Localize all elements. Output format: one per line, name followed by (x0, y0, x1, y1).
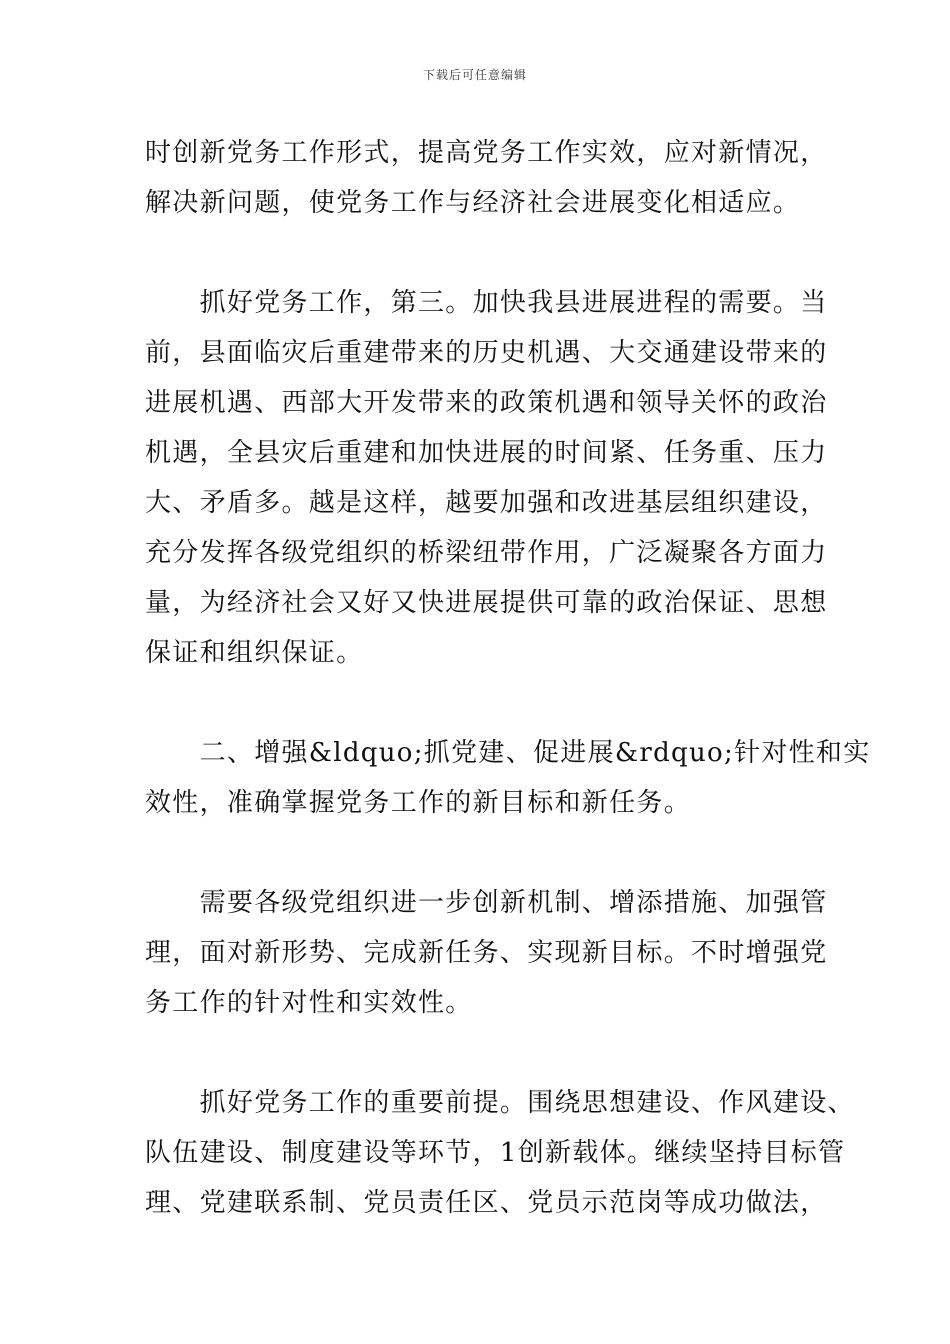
text-line: 抓好党务工作，第三。加快我县进展进程的需要。当 (145, 288, 828, 318)
document-body (145, 128, 871, 1228)
text-line: 需要各级党组织进一步创新机制、增添措施、加强管 (145, 888, 828, 918)
paragraph-4 (145, 878, 828, 1028)
text-line: 效性，准确掌握党务工作的新目标和新任务。 (145, 788, 692, 818)
text-line: 二、增强&ldquo;抓党建、促进展&rdquo;针对性和实 (145, 738, 871, 768)
text-line: 务工作的针对性和实效性。 (145, 988, 473, 1018)
text-line: 量，为经济社会又好又快进展提供可靠的政治保证、思想 (145, 588, 828, 618)
text-line: 理，面对新形势、完成新任务、实现新目标。不时增强党 (145, 938, 828, 968)
text-line: 抓好党务工作的重要前提。围绕思想建设、作风建设、 (145, 1088, 855, 1118)
page-header-note: 下载后可任意编辑 (422, 68, 527, 82)
paragraph-5 (145, 1078, 855, 1228)
text-line: 队伍建设、制度建设等环节，1创新载体。继续坚持目标管 (145, 1138, 846, 1168)
text-line: 充分发挥各级党组织的桥梁纽带作用，广泛凝聚各方面力 (145, 538, 828, 568)
text-line: 进展机遇、西部大开发带来的政策机遇和领导关怀的政治 (145, 388, 828, 418)
text-line: 时创新党务工作形式，提高党务工作实效，应对新情况， (145, 138, 828, 168)
paragraph-2 (145, 278, 828, 678)
paragraph-3 (145, 728, 871, 828)
paragraph-1 (145, 128, 828, 228)
text-line: 理、党建联系制、党员责任区、党员示范岗等成功做法， (145, 1188, 828, 1218)
text-line: 保证和组织保证。 (145, 638, 364, 668)
text-line: 机遇，全县灾后重建和加快进展的时间紧、任务重、压力 (145, 438, 828, 468)
text-line: 前，县面临灾后重建带来的历史机遇、大交通建设带来的 (145, 338, 828, 368)
text-line: 解决新问题，使党务工作与经济社会进展变化相适应。 (145, 188, 801, 218)
text-line: 大、矛盾多。越是这样，越要加强和改进基层组织建设， (145, 488, 828, 518)
